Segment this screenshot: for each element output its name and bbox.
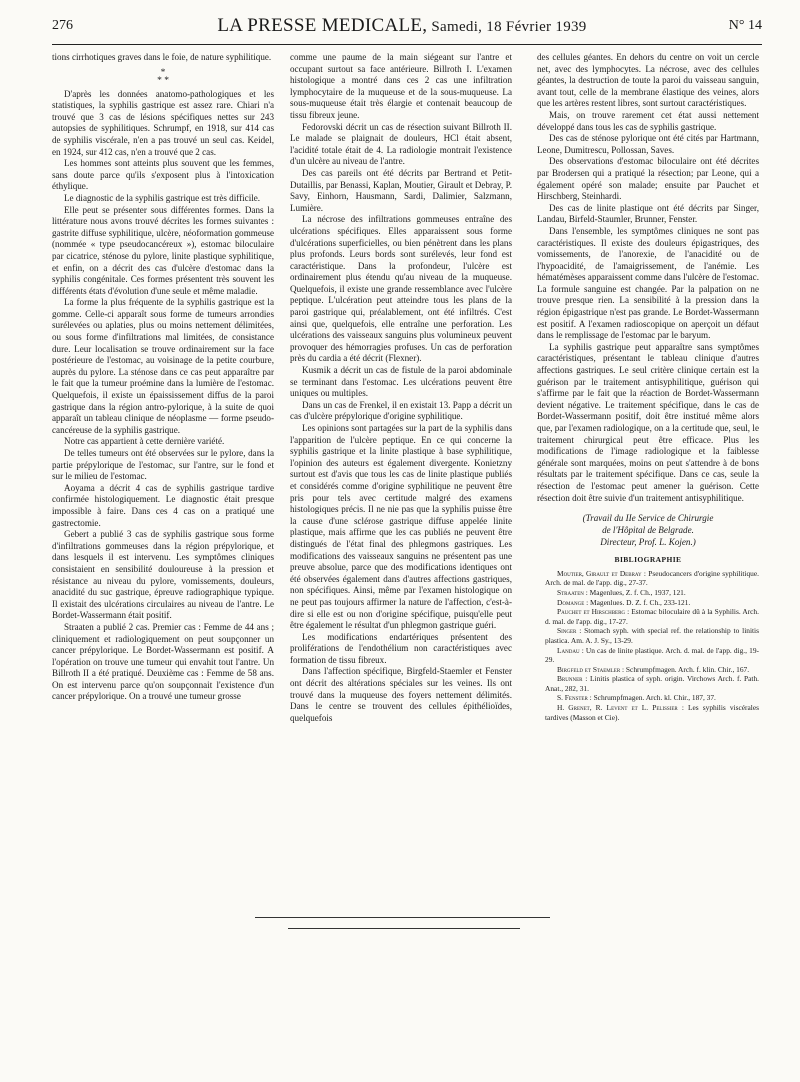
paragraph: Des cas de sténose pylorique ont été cités par Hartmann, Leone, Dumitrescu, Pollossan, Saves. [537, 133, 759, 155]
bib-reference: Schrumpfmagen. Arch. f. klin. Chir., 167. [624, 664, 750, 674]
bib-reference: Estomac biloculaire dû à la Syphilis. Arch. d. mal. de l'app. dig., 17-27. [545, 607, 759, 626]
paragraph: De telles tumeurs ont été observées sur le pylore, dans la partie prépylorique de l'estomac, sur l'antre, sur le fond et sur le milieu de l'estomac. [52, 448, 274, 482]
bib-authors: Landau : [557, 645, 584, 655]
paragraph: Gebert a publié 3 cas de syphilis gastrique sous forme d'infiltrations gommeuses dans la région prépylorique, et dans lesquels il est intervenu. Les symptômes cliniques consistaient en sensibilité douloureuse à la pression et résistance au niveau du pylore, vomissements, douleurs, anacidité du suc gastrique, épreuve radiographique typique. Il existait des ulcérations circulaires au niveau de l'antre. Le Bordet-Wassermann était positif. [52, 529, 274, 621]
bib-authors: H. Grenet, R. Levent et L. Pelissier : [557, 703, 684, 713]
paragraph: Des cas pareils ont été décrits par Bertrand et Petit-Dutaillis, par Benassi, Kaplan, Moutier, Girault et Debray, P. Savy, Einhorn, Hausmann, Sardi, Dalimier, Salzmann, Lumière. [290, 167, 512, 213]
bib-reference: Linitis plastica of syph. origin. Virchows Arch. f. Path. Anat., 282, 31. [545, 674, 760, 693]
page-number: 276 [52, 18, 73, 33]
credit-line: de l'Hôpital de Belgrade. [602, 525, 694, 536]
bib-reference: Un cas de linite plastique. Arch. d. mal. de l'app. dig., 19-29. [545, 645, 759, 665]
bibliography-entry [537, 703, 759, 722]
bib-authors: Brunner : [557, 674, 588, 684]
paragraph: La syphilis gastrique peut apparaître sans symptômes caractéristiques, présentant le tableau clinique d'autres affections gastriques. Le seul critère clinique certain est la guérison par le traitement antisyphilitique, guérison qui s'affirme par le fait que la réaction de Bordet-Wassermann devient négative. Le traitement spécifique, dans le cas de Bordet-Wassermann positif, doit être institué même alors que, par l'examen radiologique, on a la certitude que, seul, le traitement chirurgical peut être efficace. Plus les modifications de l'image radiologique et la faiblesse générale sont marquées, moins on peut s'attendre à de bons résultats par le traitement spécifique. Dans ce cas, seule la résection de l'estomac peut amener la guérison. Cette résection doit être suivie d'un traitement antisyphilitique. [537, 341, 759, 503]
paragraph: Kusmik a décrit un cas de fistule de la paroi abdominale se terminant dans l'estomac. Les ulcérations peuvent être uniques ou multiples. [290, 365, 512, 399]
bibliography-heading: BIBLIOGRAPHIE [614, 555, 682, 565]
issue-number: N° 14 [728, 18, 762, 33]
bibliography-entry [537, 693, 759, 703]
header-rule [52, 44, 762, 45]
section-separator: * * * [157, 67, 169, 86]
paragraph: Fedorovski décrit un cas de résection suivant Billroth II. Le malade se plaignait de douleurs, HCl était absent, l'acidité totale était de 4. La radiologie montrait l'existence d'un ulcère au niveau de l'antre. [290, 121, 512, 167]
journal-name: LA PRESSE MEDICALE, [217, 15, 428, 36]
bib-reference: Magenlues, Z. f. Ch., 1937, 121. [587, 587, 686, 597]
column-3 [537, 52, 759, 722]
bib-authors: Birgfeld et Staemler : [557, 664, 625, 674]
paragraph: tions cirrhotiques graves dans le foie, de nature syphilitique. [52, 52, 272, 62]
paragraph: Des cas de linite plastique ont été décrits par Singer, Landau, Birfeld-Staumler, Brunner, Fenster. [537, 202, 759, 225]
bibliography-entry [537, 598, 759, 608]
paragraph: La forme la plus fréquente de la syphilis gastrique est la gomme. Celle-ci apparaît sous forme de tumeurs arrondies surélevées ou aplaties, plus ou moins nettement délimitées, ou sous forme d'infiltrations mal limitées, de consistance dure. Leur localisation se trouve ordinairement sur la face postérieure de l'estomac, au voisinage de la petite courbure, auprès du pylore. La sténose dans ce cas peut apparaître par le fait que la tumeur proémine dans la lumière de l'estomac. Quelquefois, il existe un épaississement diffus de la paroi gastrique dans la région antro-pylorique, à la suite de quoi apparaît un tableau clinique de néoplasme — forme pseudo-cancéreuse de la syphilis gastrique. [52, 297, 274, 435]
bib-authors: S. Fenster : [557, 693, 592, 703]
author-credit [537, 512, 759, 548]
issue-date: Samedi, 18 Février 1939 [427, 19, 587, 35]
bib-authors: Straaten : [557, 587, 588, 597]
paragraph: Dans l'ensemble, les symptômes cliniques ne sont pas caractéristiques. Il existe des douleurs épigastriques, des vomissements, de l'anorexie, de l'anacidité ou de l'hypoacidité, de l'amaigrissement, de l'anémie. Les hématémèses apparaissent comme dans l'ulcère de l'estomac. La formule sanguine est changée. Par la palpation on ne trouve presque rien. La sensibilité à la pression dans la région épigastrique n'est pas grande. Le Bordet-Wassermann est positif. A l'examen radioscopique on aperçoit un défaut dans le remplissage de l'estomac par le baryum. [537, 225, 759, 341]
paragraph: Des observations d'estomac biloculaire ont été décrites par Brodersen qui a pratiqué la résection; par Leone, qui a également opéré son malade; ensuite par Pauchet et Hirschberg, Steinhardi. [537, 156, 759, 202]
credit-line: Directeur, Prof. L. Kojen.) [600, 537, 696, 548]
paragraph: D'après les données anatomo-pathologiques et les statistiques, la syphilis gastrique est assez rare. Chiari n'a trouvé que 3 cas de lésions spécifiques nettes sur 243 autopsies de syphilitiques. Schrumpf, en 1918, sur 414 cas de syphilis viscérale, n'en a pas trouvé un seul cas. Keidel, en 1924, sur 412 cas, n'en a trouvé que 2 cas. [52, 88, 274, 157]
paragraph: Les modifications endartériques présentent des proliférations de l'endothélium non caractéristiques avec formation de tissu fibreux. [290, 631, 512, 665]
bib-reference: Stomach syph. with special ref. the relationship to linitis plastica. Am. A. J. Sy., 13-29. [545, 626, 759, 645]
column-2 [290, 52, 512, 724]
paragraph: Aoyama a décrit 4 cas de syphilis gastrique tardive confirmée histologiquement. Le diagnostic était presque impossible à faire. Dans ces 4 cas on a pratiqué une gastrectomie. [52, 482, 274, 528]
paragraph: Dans un cas de Frenkel, il en existait 13. Papp a décrit un cas d'ulcère prépylorique d'origine syphilitique. [290, 399, 512, 422]
paragraph: des cellules géantes. En dehors du centre on voit un cercle net, avec des lymphocytes. La nécrose, avec des cellules géantes, la destruction de toute la paroi du vaisseau sanguin, avant tout, celle de la membrane élastique des veines, alors que les artères restent libres, sont surtout caractéristiques. [537, 52, 759, 109]
journal-title [42, 15, 762, 37]
bib-reference: Pseudocancers d'origine syphilitique. Arch. de mal. de l'app. dig., 27-37. [545, 568, 759, 588]
bibliography-entry [537, 646, 759, 665]
bibliography-entry [537, 626, 759, 645]
paragraph: Mais, on trouve rarement cet état aussi nettement développé dans tous les cas de syphilis gastrique. [537, 109, 759, 132]
bibliography-entry [537, 588, 759, 598]
paragraph: Les opinions sont partagées sur la part de la syphilis dans l'apparition de l'ulcère peptique. En ce qui concerne la syphilis gastrique et la linite plastique à base syphilitique, l'opinion des auteurs est également divergente. Konietzny surtout est d'avis que tous les cas de linite plastique publiés et considérés comme d'origine syphilitique ne peuvent être pris pour tels avec certitude malgré des examens histologiques précis. Il ne nie pas que la syphilis puisse être la cause d'une sclérose gastrique diffuse appelée linite plastique, mais affirme que les cas publiés ne peuvent être distingués de l'état final des phlegmons gastriques. Les modifications des vaisseaux sanguins ne présentent pas une preuve absolue, parce que des modifications identiques ont été observées également dans d'autres affections gastriques, non spécifiques. Ainsi, même par l'examen histologique on ne peut pas toujours affirmer la nature de l'affection, c'est-à-dire si elle est ou non d'origine spécifique, puisqu'elle peut être également le résultat d'un phlegmon gastrique guéri. [290, 423, 512, 631]
paragraph: Notre cas appartient à cette dernière variété. [64, 436, 225, 447]
column-1 [52, 52, 274, 703]
footer-rule-2 [288, 928, 520, 929]
paragraph: Elle peut se présenter sous différentes formes. Dans la littérature nous avons trouvé décrites les formes suivantes : gastrite diffuse syphilitique, ulcère, néoformation gommeuse (nommée « type pseudocancéreux »), estomac biloculaire par cicatrice, sténose du pylore, linite plastique syphilitique, et enfin, on a décrit des cas d'ulcère d'estomac dans la syphilis congénitale. Ces formes présentent très souvent les différents états d'évolution d'une seule et même maladie. [52, 204, 274, 296]
bib-authors: Pauchet et Hirschberg : [557, 607, 630, 617]
bib-reference: Schrumpfmagen. Arch. kl. Chir., 187, 37. [591, 693, 716, 703]
bib-authors: Singer : [557, 626, 582, 636]
paragraph: La nécrose des infiltrations gommeuses entraîne des ulcérations spécifiques. Elles apparaissent sous forme d'ulcérations superficielles, ou bien pénètrent dans les plans plus profonds. Leurs bords sont surélevés, leur fond est caractéristique. Dans la profondeur, l'ulcère est ordinairement plus étendu qu'au niveau de la muqueuse. Quelquefois, il existe une grande ressemblance avec l'ulcère peptique. L'ulcération peut atteindre tous les plans de la paroi gastrique qui, préalablement, ont été infiltrés. C'est ainsi que, quelquefois, elle entraîne une perforation. Les ulcérations des vaisseaux sanguins plus volumineux peuvent provoquer des hémorragies profuses. Un cas de perforation près du cardia a été décrit (Flexner). [290, 214, 512, 364]
bibliography-entry [537, 607, 759, 626]
bibliography-entry [537, 674, 759, 693]
paragraph: comme une paume de la main siégeant sur l'antre et occupant surtout sa face antérieure. Billroth I. L'examen histologique a montré dans ces 2 cas une infiltration lymphocytaire de la muqueuse et de la sous-muqueuse. La sous-muqueuse était très élargie et contenait beaucoup de tissu fibreux jeune. [290, 52, 512, 120]
paragraph: Dans l'affection spécifique, Birgfeld-Staemler et Fenster ont décrit des altérations spéciales sur les veines. Ils ont trouvé dans la muqueuse des foyers nettement délimités. Dans le centre se trouvent des cellules épithélioïdes, quelquefois [290, 666, 512, 723]
bib-authors: Moutier, Girault et Debray : [557, 568, 646, 578]
bibliography-entry [537, 665, 759, 675]
bibliography-entry [537, 569, 759, 588]
paragraph: Straaten a publié 2 cas. Premier cas : Femme de 44 ans ; cliniquement et radiologiquement on peut soupçonner un cancer prépylorique. Le Bordet-Wassermann est positif. A l'opération on trouve une tumeur qui envahit tout l'antre. Un Billroth II a été pratiqué. Deuxième cas : Femme de 58 ans. On est intervenu parce qu'on soupçonnait l'existence d'un cancer prépylorique. On a trouvé une tumeur grosse [52, 621, 274, 702]
credit-line: (Travail du IIe Service de Chirurgie [582, 513, 714, 524]
bib-reference: Les syphilis viscérales tardives (Masson et Cie). [545, 703, 759, 722]
bibliography [537, 569, 759, 723]
bib-reference: Magenlues. D. Z. f. Ch., 233-121. [588, 597, 691, 607]
page-header [42, 8, 762, 38]
bib-authors: Domange : [557, 597, 589, 607]
paragraph: Les hommes sont atteints plus souvent que les femmes, sans doute parce qu'ils s'exposent plus à l'intoxication éthylique. [52, 158, 274, 192]
paragraph: Le diagnostic de la syphilis gastrique est très difficile. [64, 192, 261, 203]
footer-rule-1 [255, 917, 550, 918]
